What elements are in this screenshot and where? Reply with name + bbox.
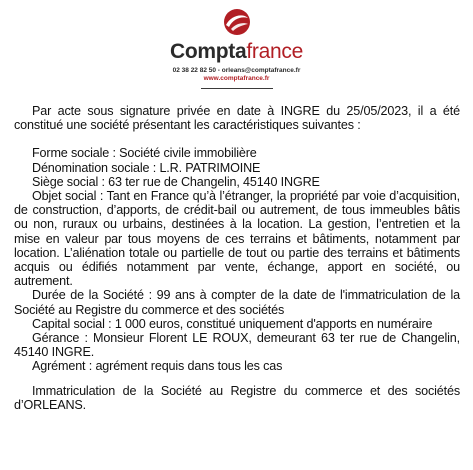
agrement: Agrément : agrément requis dans tous les cas bbox=[32, 359, 283, 374]
forme-sociale: Forme sociale : Société civile immobilière bbox=[32, 146, 257, 161]
brand-bold: Compta bbox=[170, 40, 247, 63]
brand-light: france bbox=[246, 40, 303, 63]
letterhead bbox=[0, 6, 473, 89]
immatriculation: Immatriculation de la Société au Registre du commerce et des sociétés d’ORLEANS. bbox=[14, 383, 460, 412]
denomination-sociale: Dénomination sociale : L.R. PATRIMOINE bbox=[32, 160, 261, 175]
brand-name bbox=[0, 40, 473, 64]
notice-body bbox=[14, 104, 460, 412]
contact-line: 02 38 22 82 50 - orleans@comptafrance.fr bbox=[172, 67, 301, 74]
website-link[interactable]: www.comptafrance.fr bbox=[203, 75, 270, 82]
capital-social: Capital social : 1 000 euros, constitué uniquement d'apports en numéraire bbox=[32, 316, 433, 331]
intro-paragraph: Par acte sous signature privée en date à INGRE du 25/05/2023, il a été constitué une société présentant les caractéristiques suivantes : bbox=[14, 104, 460, 133]
swirl-logo-icon bbox=[217, 6, 257, 38]
header-divider bbox=[201, 88, 273, 89]
siege-social: Siège social : 63 ter rue de Changelin, 45140 INGRE bbox=[32, 174, 320, 189]
objet-social: Objet social : Tant en France qu’à l’étranger, la propriété par voie d’acquisition, de construction, d’apports, de crédit-bail ou autrement, de tous immeubles bâtis ou non, ruraux ou urbains, destinées à la location. La gestion, l’entretien et la mise en valeur par tous moyens de ces terrains et bâtiments, notamment par location. L’aliénation totale ou partielle de tout ou partie des terrains et bâtiments acquis ou édifiés notamment par vente, échange, apport en société, ou autrement. bbox=[14, 189, 460, 289]
gerance: Gérance : Monsieur Florent LE ROUX, demeurant 63 ter rue de Changelin, 45140 INGRE. bbox=[14, 331, 460, 360]
duree-societe: Durée de la Société : 99 ans à compter de la date de l'immatriculation de la Société au Registre du commerce et des sociétés bbox=[14, 288, 460, 317]
